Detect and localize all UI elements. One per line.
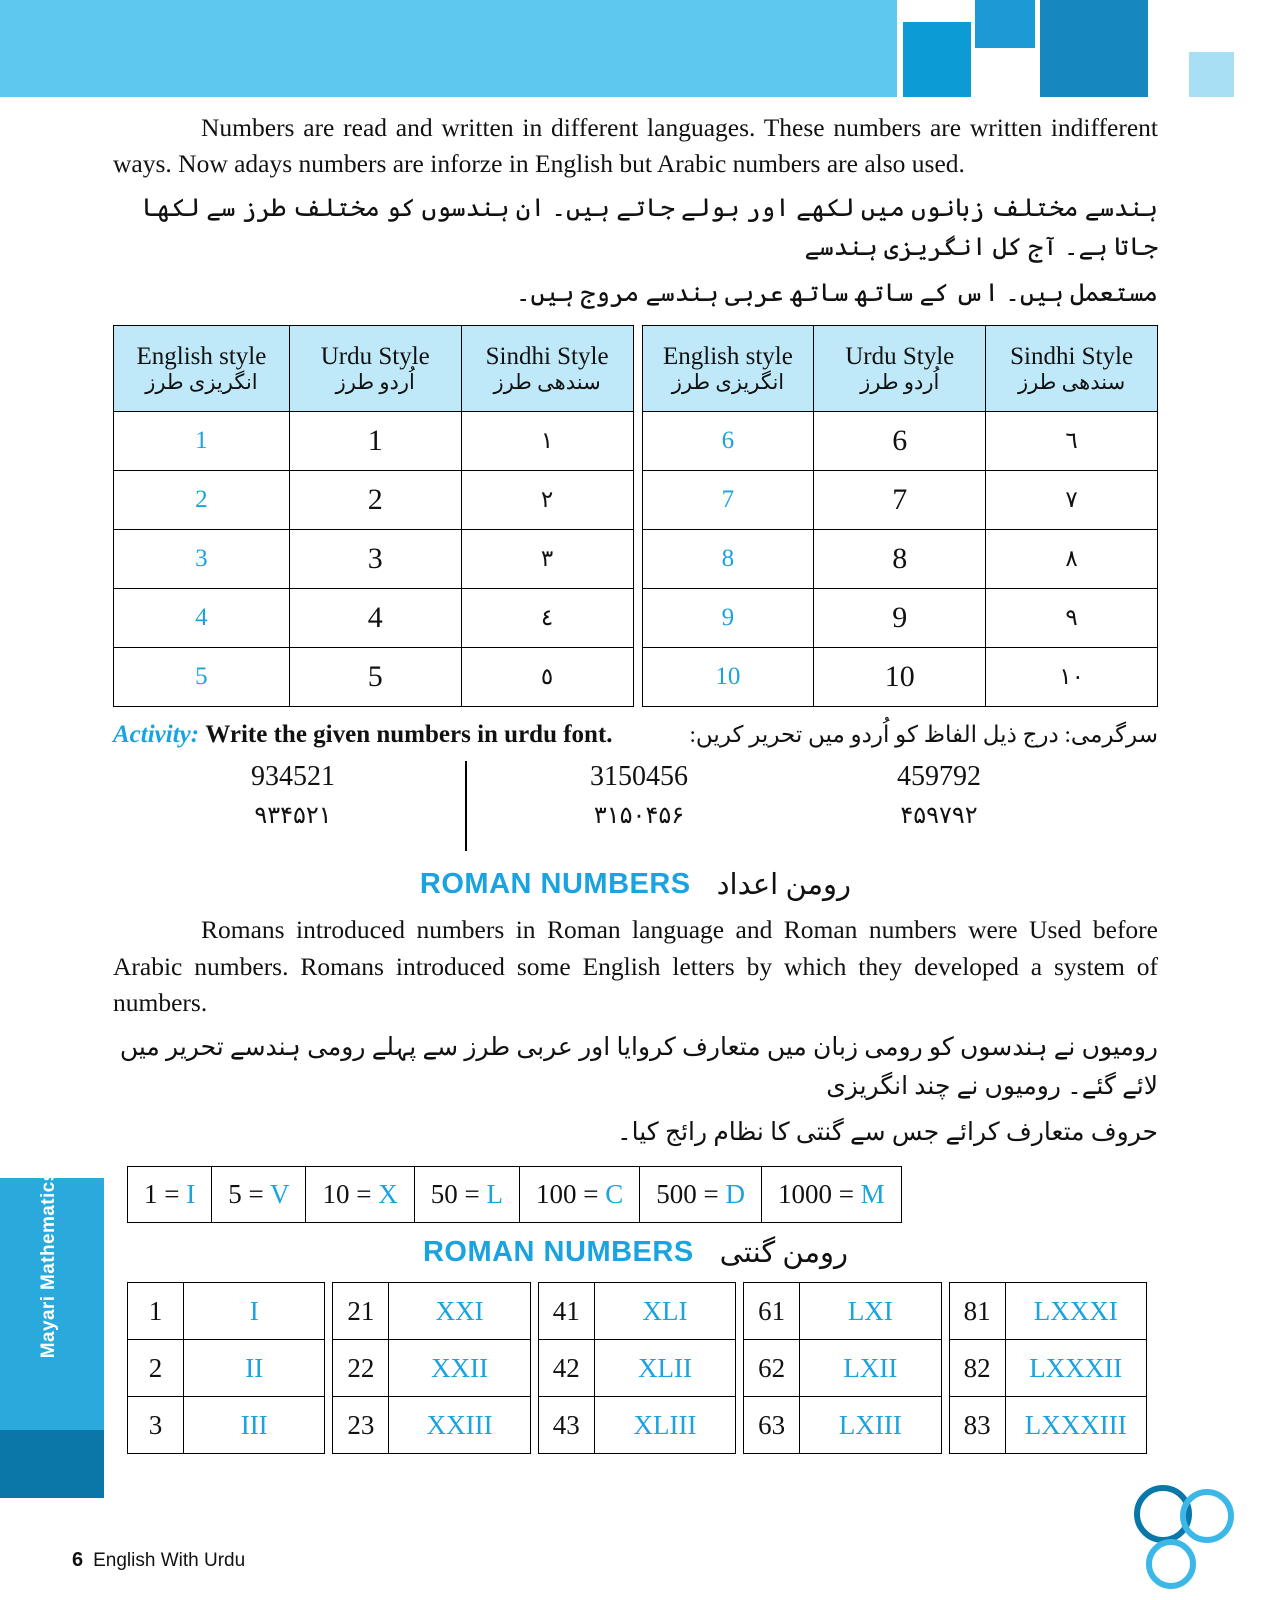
activity-label: Activity:	[113, 721, 200, 749]
cell-english: 5	[114, 648, 290, 707]
cell-number: 43	[538, 1397, 594, 1454]
key-roman: D	[725, 1179, 745, 1210]
table-row	[642, 471, 1158, 530]
cell-gap	[941, 1397, 949, 1454]
col-header-urdu-style: Urdu Style اُردو طرز	[289, 326, 461, 412]
cell-gap	[736, 1397, 744, 1454]
activity-instruction	[113, 721, 613, 749]
activity-item-english: 3150456	[590, 761, 688, 793]
cell-gap	[325, 1340, 333, 1397]
cell-urdu: 7	[814, 471, 986, 530]
col-header-english-style: English style انگریزی طرز	[114, 326, 290, 412]
table-row	[114, 648, 634, 707]
cell-english: 10	[642, 648, 814, 707]
spine-title: Mayari Mathematics 4	[38, 1153, 59, 1359]
cell-english: 9	[642, 589, 814, 648]
activity-item-urdu: ۴۵۹۷۹۲	[900, 803, 978, 830]
key-roman: L	[486, 1179, 503, 1210]
roman-heading-urdu: رومن اعداد	[716, 869, 852, 902]
activity-instruction-text: Write the given numbers in urdu font.	[205, 721, 613, 749]
key-value: 100	[535, 1179, 577, 1210]
col-header-urdu-style: Urdu Style اُردو طرز	[814, 326, 986, 412]
roman-table-heading	[113, 1235, 1158, 1270]
key-value: 500	[656, 1179, 697, 1210]
table-row	[114, 589, 634, 648]
cell-number: 42	[538, 1340, 594, 1397]
cell-sindhi: ١	[461, 412, 633, 471]
key-roman: I	[186, 1179, 196, 1210]
cell-roman: XLI	[594, 1283, 735, 1340]
roman-table-heading-english: ROMAN NUMBERS	[422, 1236, 694, 1269]
activity-item-english: 934521	[251, 761, 335, 793]
activity-header	[113, 721, 1158, 749]
activity-item-2	[489, 761, 789, 830]
key-value: 10	[322, 1179, 350, 1210]
cell-roman: III	[184, 1397, 325, 1454]
cell-number: 83	[949, 1397, 1005, 1454]
table-row	[114, 530, 634, 589]
key-value: 50	[430, 1179, 458, 1210]
key-cell-1: 1 = I	[128, 1167, 212, 1223]
roman-heading-english: ROMAN NUMBERS	[419, 868, 691, 901]
key-cell-1000: 1000 = M	[761, 1167, 901, 1223]
roman-numbers-table	[127, 1282, 1147, 1454]
key-value: 1	[144, 1179, 158, 1210]
cell-english: 2	[114, 471, 290, 530]
page-footer	[72, 1549, 245, 1572]
cell-number: 63	[744, 1397, 800, 1454]
cell-roman: XLII	[594, 1340, 735, 1397]
numeral-styles-table-right	[642, 325, 1159, 707]
roman-key-strip	[127, 1166, 902, 1223]
cell-number: 1	[128, 1283, 184, 1340]
activity-item-english: 459792	[897, 761, 981, 793]
table-row	[114, 412, 634, 471]
cell-urdu: 5	[289, 648, 461, 707]
table-row	[128, 1397, 1147, 1454]
cell-english: 3	[114, 530, 290, 589]
intro-urdu-line-1: ہندسے مختلف زبانوں میں لکھے اور بولے جاتے ہیں۔ ان ہندسوں کو مختلف طرز سے لکھا جاتا ہے۔ آج کل انگریزی ہندسے	[141, 194, 1158, 262]
cell-sindhi: ٢	[461, 471, 633, 530]
cell-number: 3	[128, 1397, 184, 1454]
cell-sindhi: ٣	[461, 530, 633, 589]
table-row	[128, 1283, 1147, 1340]
cell-gap	[941, 1283, 949, 1340]
footer-rings-decoration	[1119, 1480, 1239, 1590]
roman-numbers-heading	[113, 867, 1158, 902]
cell-sindhi: ٦	[986, 412, 1158, 471]
col-header-sindhi-style: Sindhi Style سندھی طرز	[461, 326, 633, 412]
cell-roman: LXXXII	[1005, 1340, 1146, 1397]
cell-urdu: 8	[814, 530, 986, 589]
activity-item-urdu: ۳۱۵۰۴۵۶	[593, 803, 685, 830]
cell-urdu: 3	[289, 530, 461, 589]
intro-urdu-line-2: مستعمل ہیں۔ اس کے ساتھ ساتھ عربی ہندسے مروج ہیں۔	[515, 279, 1158, 307]
activity-instruction-urdu: سرگرمی: درج ذیل الفاظ کو اُردو میں تحریر کریں:	[689, 722, 1158, 748]
cell-sindhi: ١٠	[986, 648, 1158, 707]
cell-urdu: 4	[289, 589, 461, 648]
cell-gap	[325, 1397, 333, 1454]
header-block-3	[1040, 0, 1148, 97]
table-row	[642, 589, 1158, 648]
cell-urdu: 2	[289, 471, 461, 530]
roman-paragraph	[113, 912, 1158, 1021]
page-content	[113, 110, 1158, 1454]
key-cell-10: 10 = X	[306, 1167, 414, 1223]
cell-gap	[941, 1340, 949, 1397]
cell-gap	[325, 1283, 333, 1340]
cell-gap	[736, 1283, 744, 1340]
roman-urdu-line-2: حروف متعارف کرائے جس سے گنتی کا نظام رائج کیا۔	[617, 1118, 1158, 1146]
table-row	[642, 648, 1158, 707]
col-header-sindhi-style: Sindhi Style سندھی طرز	[986, 326, 1158, 412]
cell-sindhi: ٨	[986, 530, 1158, 589]
cell-sindhi: ٩	[986, 589, 1158, 648]
key-roman: V	[269, 1179, 290, 1210]
cell-gap	[530, 1283, 538, 1340]
numeral-styles-tables	[113, 325, 1158, 707]
book-spine-accent	[0, 1430, 104, 1498]
cell-number: 62	[744, 1340, 800, 1397]
cell-number: 81	[949, 1283, 1005, 1340]
footer-text: English With Urdu	[93, 1550, 246, 1571]
cell-number: 21	[333, 1283, 389, 1340]
table-row	[128, 1340, 1147, 1397]
cell-number: 2	[128, 1340, 184, 1397]
activity-divider	[465, 761, 467, 851]
cell-roman: LXII	[800, 1340, 941, 1397]
table-header-row	[642, 326, 1158, 412]
cell-gap	[530, 1397, 538, 1454]
intro-paragraph-text: Numbers are read and written in different languages. These numbers are written indifferent ways. Now adays numbers are inforze in English but Arabic numbers are also used.	[113, 113, 1158, 179]
cell-roman: II	[184, 1340, 325, 1397]
table-row	[128, 1167, 902, 1223]
roman-table-heading-urdu: رومن گنتی	[719, 1237, 849, 1270]
key-cell-50: 50 = L	[414, 1167, 519, 1223]
cell-sindhi: ٥	[461, 648, 633, 707]
roman-paragraph-text: Romans introduced numbers in Roman language and Roman numbers were Used before Arabic numbers. Romans introduced some English letters by which they developed a system of numbers.	[113, 915, 1158, 1018]
cell-roman: LXXXIII	[1005, 1397, 1146, 1454]
activity-numbers	[113, 761, 1158, 851]
cell-number: 22	[333, 1340, 389, 1397]
cell-sindhi: ٤	[461, 589, 633, 648]
cell-urdu: 6	[814, 412, 986, 471]
table-row	[114, 471, 634, 530]
cell-roman: LXXXI	[1005, 1283, 1146, 1340]
activity-item-urdu: ۹۳۴۵۲۱	[254, 803, 332, 830]
activity-item-1	[143, 761, 443, 830]
cell-gap	[530, 1340, 538, 1397]
cell-english: 7	[642, 471, 814, 530]
table-row	[642, 530, 1158, 589]
key-roman: X	[378, 1179, 398, 1210]
table-row	[642, 412, 1158, 471]
numeral-styles-table-left	[113, 325, 634, 707]
intro-paragraph	[113, 110, 1158, 183]
key-cell-5: 5 = V	[212, 1167, 306, 1223]
cell-urdu: 10	[814, 648, 986, 707]
table-header-row	[114, 326, 634, 412]
key-value: 5	[228, 1179, 242, 1210]
activity-item-3	[789, 761, 1089, 830]
key-cell-500: 500 = D	[640, 1167, 762, 1223]
cell-roman: I	[184, 1283, 325, 1340]
roman-urdu-line-1: رومیوں نے ہندسوں کو رومی زبان میں متعارف کروایا اور عربی طرز سے پہلے رومی ہندسے تحریر میں لائے گئے۔ رومیوں نے چند انگریزی	[119, 1033, 1158, 1101]
cell-english: 8	[642, 530, 814, 589]
cell-english: 6	[642, 412, 814, 471]
header-block-4	[1189, 52, 1234, 97]
col-header-english-style: English style انگریزی طرز	[642, 326, 814, 412]
cell-english: 4	[114, 589, 290, 648]
key-roman: C	[605, 1179, 624, 1210]
header-block-1	[903, 22, 971, 97]
cell-roman: LXI	[800, 1283, 941, 1340]
cell-roman: XXI	[389, 1283, 530, 1340]
cell-urdu: 9	[814, 589, 986, 648]
cell-number: 23	[333, 1397, 389, 1454]
cell-roman: LXIII	[800, 1397, 941, 1454]
cell-number: 82	[949, 1340, 1005, 1397]
cell-number: 41	[538, 1283, 594, 1340]
cell-gap	[736, 1340, 744, 1397]
cell-roman: XLIII	[594, 1397, 735, 1454]
cell-english: 1	[114, 412, 290, 471]
cell-number: 61	[744, 1283, 800, 1340]
cell-sindhi: ٧	[986, 471, 1158, 530]
key-cell-100: 100 = C	[519, 1167, 639, 1223]
cell-roman: XXII	[389, 1340, 530, 1397]
page-number: 6	[72, 1549, 84, 1571]
key-roman: M	[860, 1179, 885, 1210]
key-value: 1000	[777, 1179, 832, 1210]
cell-roman: XXIII	[389, 1397, 530, 1454]
header-block-2	[975, 0, 1035, 48]
cell-urdu: 1	[289, 412, 461, 471]
